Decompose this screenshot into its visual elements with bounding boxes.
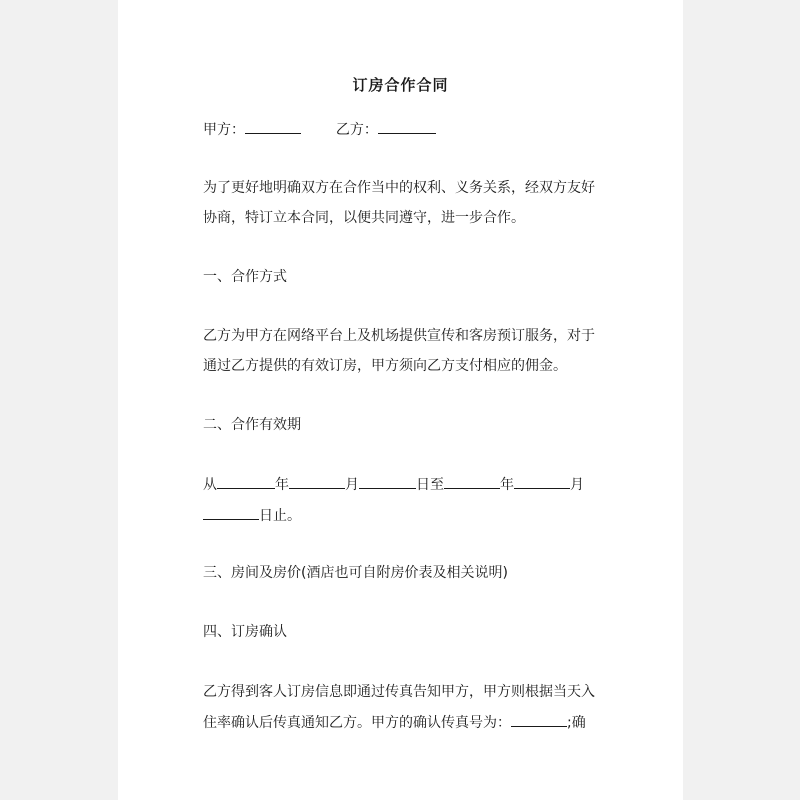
party-b-label: 乙方：: [335, 122, 378, 138]
start-day-blank: [359, 474, 416, 489]
section-4-line-2-text: 住率确认后传真通知乙方。甲方的确认传真号为：: [203, 715, 511, 731]
period-end: 日止。: [259, 508, 301, 524]
intro-line-1: 为了更好地明确双方在合作当中的权利、义务关系，经双方友好: [203, 180, 595, 196]
period-line-1: [203, 474, 584, 495]
start-month-blank: [289, 474, 345, 489]
section-1-line-1: 乙方为甲方在网络平台上及机场提供宣传和客房预订服务，对于: [203, 328, 595, 344]
period-line-2: [203, 505, 301, 526]
section-2-heading: 二、合作有效期: [203, 417, 301, 433]
section-1-heading: 一、合作方式: [203, 269, 287, 285]
end-year-blank: [444, 474, 500, 489]
start-year-blank: [217, 474, 275, 489]
section-4-line-2: [203, 712, 586, 733]
parties-line: [203, 119, 436, 140]
end-day-blank: [203, 505, 259, 520]
section-4-line-2-tail: ;确: [567, 715, 586, 731]
period-year-2: 年: [500, 477, 514, 493]
contract-page: [118, 0, 683, 800]
end-month-blank: [514, 474, 570, 489]
section-1-line-2: 通过乙方提供的有效订房，甲方须向乙方支付相应的佣金。: [203, 358, 567, 374]
period-from: 从: [203, 477, 217, 493]
party-a-label: 甲方：: [203, 122, 245, 138]
fax-number-blank: [511, 712, 567, 727]
section-4-line-1: 乙方得到客人订房信息即通过传真告知甲方，甲方则根据当天入: [203, 684, 595, 700]
intro-line-2: 协商，特订立本合同，以便共同遵守，进一步合作。: [203, 210, 525, 226]
period-day-to: 日至: [416, 477, 444, 493]
period-year-1: 年: [275, 477, 289, 493]
party-a-blank: [245, 119, 301, 134]
period-month-2: 月: [570, 477, 584, 493]
party-b-blank: [378, 119, 436, 134]
section-3-heading: 三、房间及房价(酒店也可自附房价表及相关说明): [203, 565, 508, 581]
section-4-heading: 四、订房确认: [203, 624, 287, 640]
period-month-1: 月: [345, 477, 359, 493]
document-title: 订房合作合同: [352, 76, 449, 94]
